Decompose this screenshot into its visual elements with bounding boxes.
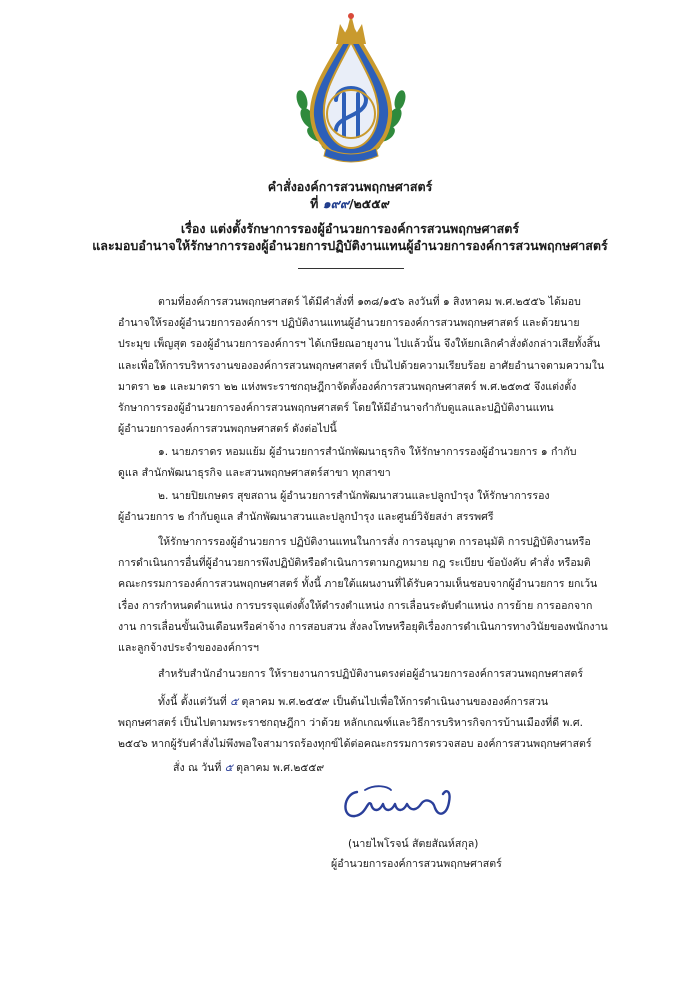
appointment-item-2: [118, 486, 618, 528]
text-line: เรื่อง การกำหนดตำแหน่ง การบรรจุแต่งตั้งให้ดำรงตำแหน่ง การเลื่อนระดับตำแหน่ง การย้าย การออกจาก: [118, 599, 593, 612]
text-line: การดำเนินการอื่นที่ผู้อำนวยการพึงปฏิบัติหรือดำเนินการตามกฎหมาย กฎ ระเบียบ ข้อบังคับ คำสั่ง หรือมติ: [118, 557, 591, 570]
text-line: ตามที่องค์การสวนพฤกษศาสตร์ ได้มีคำสั่งที่ ๑๓๘/๑๕๖ ลงวันที่ ๑ สิงหาคม พ.ศ.๒๕๕๖ ได้มอบ: [158, 296, 581, 308]
subject-line-2: และมอบอำนาจให้รักษาการรองผู้อำนวยการปฏิบัติงานแทนผู้อำนวยการองค์การสวนพฤกษศาสตร์: [92, 238, 608, 253]
text-line: มาตรา ๒๑ และมาตรา ๒๒ แห่งพระราชกฤษฎีกาจัดตั้งองค์การสวนพฤกษศาสตร์ พ.ศ.๒๕๓๕ จึงแต่งตั้ง: [118, 380, 577, 393]
order-number: [0, 195, 700, 212]
text-line: คณะกรรมการองค์การสวนพฤกษศาสตร์ ทั้งนี้ ภายใต้แผนงานที่ได้รับความเห็นชอบจากผู้อำนวยการ ยกเว้น: [118, 578, 598, 591]
text-line: งาน การเลื่อนขั้นเงินเดือนหรือค่าจ้าง การสอบสวน สั่งลงโทษหรือยุติเรื่องการดำเนินการทางวินัยของพนักงาน: [118, 620, 608, 633]
text-line: รักษาการรองผู้อำนวยการองค์การสวนพฤกษศาสตร์ โดยให้มีอำนาจกำกับดูแลและปฏิบัติงานแทน: [118, 402, 554, 415]
text-line: และเพื่อให้การบริหารงานขององค์การสวนพฤกษศาสตร์ เป็นไปด้วยความเรียบร้อย อาศัยอำนาจตามความใน: [118, 359, 605, 372]
appointment-item-1: [118, 442, 618, 484]
order-date: [118, 758, 618, 779]
text-line: ดูแล สำนักพัฒนาธุรกิจ และสวนพฤกษศาสตร์สาขา ทุกสาขา: [118, 467, 391, 480]
text-line: อำนาจให้รองผู้อำนวยการองค์การฯ ปฏิบัติงานแทนผู้อำนวยการองค์การสวนพฤกษศาสตร์ และด้วยนาย: [118, 317, 580, 330]
text-line: ผู้อำนวยการองค์การสวนพฤกษศาสตร์ ดังต่อไปนี้: [118, 423, 337, 436]
signer-name: (นายไพโรจน์ สัตยสัณห์สกุล): [348, 838, 479, 850]
text-line: ๒๕๔๖ หากผู้รับคำสั่งไม่พึงพอใจสามารถร้องทุกข์ได้ต่อคณะกรรมการตรวจสอบ องค์การสวนพฤกษศาสตร์: [118, 738, 592, 751]
paragraph-3: [118, 664, 618, 685]
order-date-rest: ตุลาคม พ.ศ.๒๕๕๙: [236, 762, 325, 774]
order-number-handwritten: ๑๙๙: [322, 196, 349, 211]
paragraph-4: [118, 692, 618, 756]
header-divider: [298, 268, 404, 269]
order-number-prefix: ที่: [310, 196, 319, 211]
paragraph-1: [118, 292, 618, 440]
order-date-line: [118, 758, 618, 779]
order-number-year: /๒๕๕๙: [348, 196, 390, 211]
text-line: และลูกจ้างประจำขององค์การฯ: [118, 642, 259, 655]
text-line: ให้รักษาการรองผู้อำนวยการ ปฏิบัติงานแทนในการสั่ง การอนุญาต การอนุมัติ การปฏิบัติงานหรือ: [158, 536, 591, 548]
text-line: สำหรับสำนักอำนวยการ ให้รายงานการปฏิบัติงานตรงต่อผู้อำนวยการองค์การสวนพฤกษศาสตร์: [158, 668, 584, 680]
effective-date-rest: ตุลาคม พ.ศ.๒๕๕๙ เป็นต้นไปเพื่อให้การดำเนินงานขององค์การสวน: [241, 696, 549, 708]
organization-emblem-icon: [286, 8, 416, 173]
signature-icon: [335, 778, 475, 830]
effective-date-handwritten-day: ๕: [230, 696, 239, 708]
paragraph-2: [118, 532, 618, 659]
text-line: ๑. นายภราดร หอมแย้ม ผู้อำนวยการสำนักพัฒนาธุรกิจ ให้รักษาการรองผู้อำนวยการ ๑ กำกับ: [158, 446, 577, 458]
order-date-start: สั่ง ณ วันที่: [173, 762, 222, 774]
document-header: [0, 178, 700, 254]
effective-date-line: [118, 692, 618, 713]
text-line: ๒. นายปิยเกษตร สุขสถาน ผู้อำนวยการสำนักพัฒนาสวนและปลูกบำรุง ให้รักษาการรอง: [158, 490, 550, 502]
effective-date-start: ทั้งนี้ ตั้งแต่วันที่: [158, 696, 227, 708]
text-line: พฤกษศาสตร์ เป็นไปตามพระราชกฤษฎีกา ว่าด้วย หลักเกณฑ์และวิธีการบริหารกิจการบ้านเมืองที่ดี พ.ศ.: [118, 717, 583, 730]
subject-line-1: เรื่อง แต่งตั้งรักษาการรองผู้อำนวยการองค์การสวนพฤกษศาสตร์: [180, 221, 520, 236]
document-title: คำสั่งองค์การสวนพฤกษศาสตร์: [267, 179, 433, 194]
text-line: ประมุข เพ็ญสุต รองผู้อำนวยการองค์การฯ ได้เกษียณอายุงาน ไปแล้วนั้น จึงให้ยกเลิกคำสั่งดังกล่าวเสียทั้งสิ้น: [118, 338, 601, 351]
text-line: ผู้อำนวยการ ๒ กำกับดูแล สำนักพัฒนาสวนและปลูกบำรุง และศูนย์วิจัยสง่า สรรพศรี: [118, 511, 494, 524]
signer-position: ผู้อำนวยการองค์การสวนพฤกษศาสตร์: [331, 858, 502, 870]
order-date-handwritten-day: ๕: [224, 762, 233, 774]
